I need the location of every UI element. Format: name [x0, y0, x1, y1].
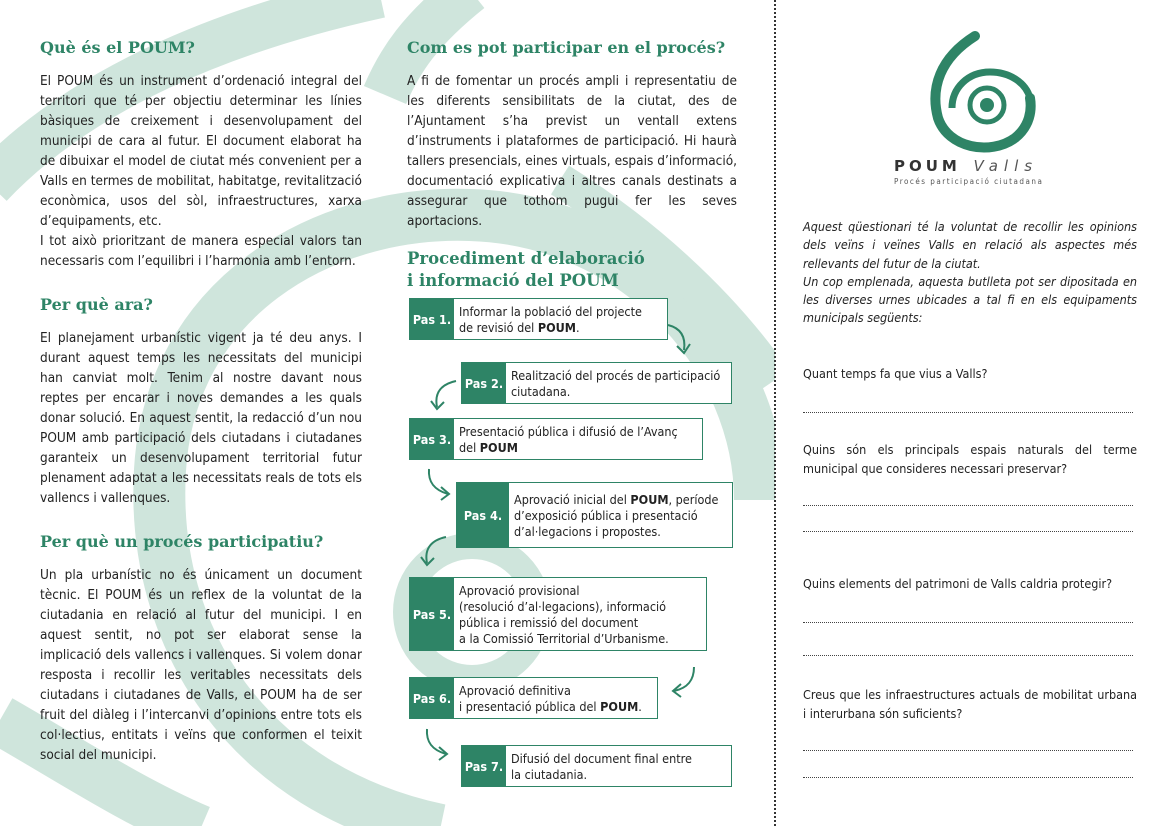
step-3 — [409, 418, 703, 460]
step-label: Pas 3. — [410, 419, 454, 459]
answer-line[interactable] — [803, 655, 1133, 656]
step-text-line: d’al·legacions i propostes. — [514, 523, 661, 539]
step-4 — [456, 482, 733, 548]
logo-poum: POUM — [894, 157, 961, 175]
step-text-line — [459, 320, 642, 336]
flow-arrow-1-icon — [664, 322, 694, 358]
spiral-logo-icon — [880, 28, 1080, 158]
step-1 — [409, 298, 668, 340]
heading-why-participatory: Per què un procés participatiu? — [40, 532, 324, 551]
step-label: Pas 2. — [462, 363, 506, 403]
step-text — [454, 678, 646, 718]
step-6 — [409, 677, 658, 719]
paragraph-what-is-poum: El POUM és un instrument d’ordenació integral del territori que té per objectiu determinar les línies bàsiques de creixement i desenvolupament del municipi de cara al futur. El document elaborat ha de dibuixar el model de ciutat més convenient per a Valls en termes de mobilitat, habitatge, revitalització econòmica, usos del sòl, infraestructures, xarxa d’equipaments, etc. — [40, 73, 362, 229]
step-text — [506, 363, 724, 403]
step-text-part: . — [576, 319, 580, 335]
column-what-is-poum — [40, 38, 362, 765]
step-text-line — [459, 699, 642, 715]
step-label: Pas 7. — [462, 746, 506, 786]
step-text-line: Difusió del document final entre — [511, 750, 692, 766]
answer-line[interactable] — [803, 622, 1133, 623]
step-text-part: , període — [668, 491, 719, 507]
flow-arrow-5-icon — [668, 664, 700, 698]
answer-line[interactable] — [803, 777, 1133, 778]
step-7 — [461, 745, 732, 787]
step-text-line — [514, 492, 718, 508]
heading-procedure-line1: Procediment d’elaboració — [407, 249, 645, 268]
step-text — [454, 419, 682, 459]
step-text-part: . — [638, 698, 642, 714]
flow-arrow-3-icon — [424, 466, 454, 502]
heading-procedure-line2: i informació del POUM — [407, 271, 619, 290]
step-5 — [409, 577, 707, 651]
heading-what-is-poum: Què és el POUM? — [40, 38, 195, 57]
logo-valls: Valls — [973, 157, 1039, 175]
flow-arrow-4-icon — [418, 534, 450, 570]
intro-paragraph-urns: Un cop emplenada, aquesta butlleta pot ser dipositada en les diverses urnes ubicades a tal fi en els equipaments municipals següents: — [803, 273, 1137, 326]
heading-procedure — [407, 248, 737, 292]
fold-divider — [774, 0, 776, 826]
heading-why-now: Per què ara? — [40, 295, 153, 314]
answer-line[interactable] — [803, 750, 1133, 751]
step-text-line: Realització del procés de participació — [511, 367, 721, 383]
step-text-line: Informar la població del projecte — [459, 303, 642, 319]
step-text-line: pública i remissió del document — [459, 614, 639, 630]
answer-line[interactable] — [803, 412, 1133, 413]
answer-line[interactable] — [803, 531, 1133, 532]
step-text-bold: POUM — [630, 491, 669, 507]
answer-line[interactable] — [803, 505, 1133, 506]
paragraph-priorities: I tot això prioritzant de manera especial valors tan necessaris com l’equilibri i l’harmonia amb l’entorn. — [40, 233, 362, 269]
step-text — [454, 299, 646, 339]
step-text-part: de revisió del — [459, 319, 538, 335]
step-text-part: Aprovació inicial del — [514, 491, 631, 507]
step-label: Pas 5. — [410, 578, 454, 650]
step-label: Pas 6. — [410, 678, 454, 718]
step-text-bold: POUM — [479, 439, 518, 455]
flow-arrow-6-icon — [422, 726, 452, 762]
intro-paragraph: Aquest qüestionari té la voluntat de recollir les opinions dels veïns i veïnes Valls en relació als aspectes més rellevants del futur de la ciutat. — [803, 219, 1137, 271]
step-text-line: Presentació pública i difusió de l’Avanç — [459, 423, 678, 439]
step-text — [454, 578, 673, 650]
flow-arrow-2-icon — [428, 378, 460, 414]
question-1: Quant temps fa que vius a Valls? — [803, 366, 988, 381]
step-text-part: del — [459, 439, 480, 455]
step-text-part: i presentació pública del — [459, 698, 601, 714]
paragraph-why-now: El planejament urbanístic vigent ja té deu anys. I durant aquest temps les necessitats del municipi han canviat molt. Tenim al nostre davant nous reptes per encarar i noves demandes a les quals donar solució. En aquest sentit, la redacció d’un nou POUM amb participació dels ciutadans i ciutadanes garanteix un desenvolupament territorial futur plenament adaptat a les necessitats reals de tots els vallencs i vallenques. — [40, 330, 362, 506]
heading-how-participate: Com es pot participar en el procés? — [407, 38, 726, 57]
step-text-bold: POUM — [537, 319, 576, 335]
question-4: Creus que les infraestructures actuals de mobilitat urbana i interurbana són suficients? — [803, 687, 1137, 721]
step-text — [506, 746, 696, 786]
step-text-line: Aprovació definitiva — [459, 682, 571, 698]
step-2 — [461, 362, 732, 404]
step-text-line: la ciutadania. — [511, 766, 588, 782]
question-3: Quins elements del patrimoni de Valls caldria protegir? — [803, 576, 1113, 591]
step-text-bold: POUM — [600, 698, 639, 714]
step-text-line: d’exposició pública i presentació — [514, 507, 698, 523]
step-text-line — [459, 440, 678, 456]
question-2: Quins són els principals espais naturals del terme municipal que consideres necessari preservar? — [803, 442, 1137, 476]
step-label: Pas 4. — [457, 483, 509, 547]
questionnaire-intro — [803, 218, 1137, 328]
logo-wordmark — [894, 156, 1038, 175]
paragraph-why-participatory: Un pla urbanístic no és únicament un document tècnic. El POUM és un reflex de la voluntat de la ciutadania en relació al futur del municipi. I en aquest sentit, no pot ser elaborat sense la implicació dels vallencs i vallenques. Si volem donar resposta i recollir les veritables necessitats dels ciutadans i ciutadanes de Valls, el POUM ha de ser fruit del diàleg i l’intercanvi d’opinions entre tots els col·lectius, entitats i veïns que conformen el teixit social del municipi. — [40, 567, 362, 763]
step-text — [509, 483, 722, 547]
poum-logo — [880, 28, 1080, 198]
step-text-line: Aprovació provisional — [459, 582, 580, 598]
step-text-line: (resolució d’al·legacions), informació — [459, 598, 667, 614]
logo-subtitle: Procés participació ciutadana — [894, 177, 1044, 186]
column-participation — [407, 38, 737, 292]
step-text-line: a la Comissió Territorial d’Urbanisme. — [459, 630, 669, 646]
step-text-line: ciutadana. — [511, 383, 571, 399]
paragraph-how-participate: A fi de fomentar un procés ampli i representatiu de les diferents sensibilitats de la ciutat, des de l’Ajuntament s’ha previst un ventall extens d’instruments i plataformes de participació. Hi haurà tallers presencials, eines virtuals, espais d’informació, documentació explicativa i altres canals destinats a assegurar que tothom pugui fer les seves aportacions. — [407, 73, 737, 229]
step-label: Pas 1. — [410, 299, 454, 339]
